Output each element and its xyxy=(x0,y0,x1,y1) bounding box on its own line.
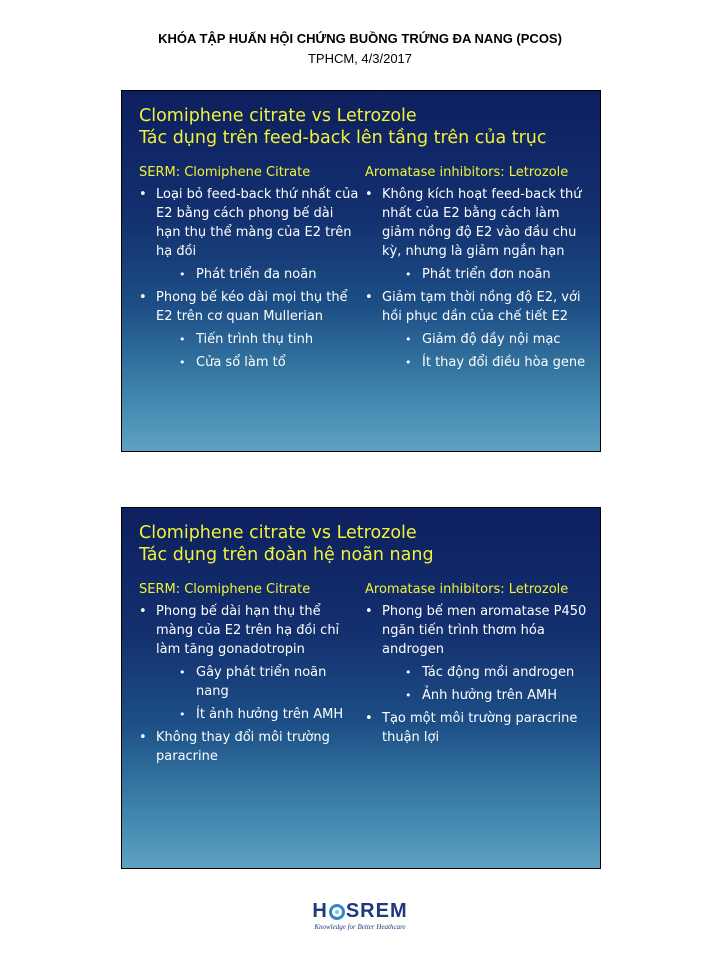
list-item xyxy=(139,602,359,724)
bullet-text: Loại bỏ feed-back thứ nhất của E2 bằng cách phong bế dài hạn thụ thể màng của E2 trên hạ đồi xyxy=(156,187,359,259)
bullet-text: Phong bế kéo dài mọi thụ thể E2 trên cơ quan Mullerian xyxy=(156,290,348,324)
left-column xyxy=(139,163,359,376)
slide-title-line-2: Tác dụng trên feed-back lên tầng trên của trục xyxy=(139,128,547,148)
sub-list-item: • Cửa sổ làm tổ xyxy=(156,353,359,372)
sub-list-item: • Gây phát triển noãn nang xyxy=(156,663,359,701)
sub-list xyxy=(382,330,593,372)
sub-list-item: • Giảm độ dầy nội mạc xyxy=(382,330,593,349)
document-title: KHÓA TẬP HUẤN HỘI CHỨNG BUỒNG TRỨNG ĐA NANG (PCOS) xyxy=(158,31,562,46)
sub-list-item: • Tiến trình thụ tinh xyxy=(156,330,359,349)
list-item xyxy=(365,288,593,372)
sub-list-item: • Ảnh hưởng trên AMH xyxy=(382,686,593,705)
slide-title-line-1: Clomiphene citrate vs Letrozole xyxy=(139,106,417,126)
bullet-text: Phong bế dài hạn thụ thể màng của E2 trên hạ đồi chỉ làm tăng gonadotropin xyxy=(156,604,340,657)
bullet-list xyxy=(365,602,593,747)
sub-list-item: • Ít ảnh hưởng trên AMH xyxy=(156,705,359,724)
column-heading: SERM: Clomiphene Citrate xyxy=(139,165,311,180)
bullet-list xyxy=(139,185,359,372)
slide-title xyxy=(139,522,590,566)
globe-icon xyxy=(329,904,345,920)
right-column xyxy=(365,163,593,376)
sub-list xyxy=(156,330,359,372)
column-heading: SERM: Clomiphene Citrate xyxy=(139,582,311,597)
slide-title xyxy=(139,105,590,149)
list-item xyxy=(139,728,359,766)
sub-list xyxy=(156,663,359,724)
sub-list-item: • Phát triển đơn noãn xyxy=(382,265,593,284)
bullet-text: Giảm tạm thời nồng độ E2, với hồi phục dần của chế tiết E2 xyxy=(382,290,581,324)
logo-tagline: Knowledge for Better Heathcare xyxy=(314,923,406,931)
bullet-list xyxy=(365,185,593,372)
bullet-text: Không kích hoạt feed-back thứ nhất của E2 bằng cách làm giảm nồng độ E2 vào đầu chu kỳ, nhưng là giảm ngắn hạn xyxy=(382,187,582,259)
logo-wordmark xyxy=(312,900,407,923)
sub-list-item: • Phát triển đa noãn xyxy=(156,265,359,284)
slide-2 xyxy=(121,507,601,869)
sub-list xyxy=(156,265,359,284)
logo-text-end: SREM xyxy=(345,900,408,922)
document-subtitle: TPHCM, 4/3/2017 xyxy=(307,51,413,66)
column-heading: Aromatase inhibitors: Letrozole xyxy=(365,582,569,597)
slide-title-line-1: Clomiphene citrate vs Letrozole xyxy=(139,523,417,543)
sub-list xyxy=(382,265,593,284)
list-item xyxy=(139,185,359,284)
bullet-list xyxy=(139,602,359,766)
slide-1 xyxy=(121,90,601,452)
sub-list-item: • Ít thay đổi điều hòa gene xyxy=(382,353,593,372)
list-item xyxy=(365,602,593,705)
logo-text-start: H xyxy=(312,900,328,922)
bullet-text: Tạo một môi trường paracrine thuận lợi xyxy=(382,711,578,745)
left-column xyxy=(139,580,359,770)
list-item xyxy=(139,288,359,372)
list-item xyxy=(365,709,593,747)
hosrem-logo xyxy=(0,900,720,931)
list-item xyxy=(365,185,593,284)
slide-title-line-2: Tác dụng trên đoàn hệ noãn nang xyxy=(139,545,434,565)
bullet-text: Không thay đổi môi trường paracrine xyxy=(156,730,330,764)
sub-list xyxy=(382,663,593,705)
column-heading: Aromatase inhibitors: Letrozole xyxy=(365,165,569,180)
right-column xyxy=(365,580,593,751)
sub-list-item: • Tác động mồi androgen xyxy=(382,663,593,682)
bullet-text: Phong bế men aromatase P450 ngăn tiến trình thơm hóa androgen xyxy=(382,604,587,657)
